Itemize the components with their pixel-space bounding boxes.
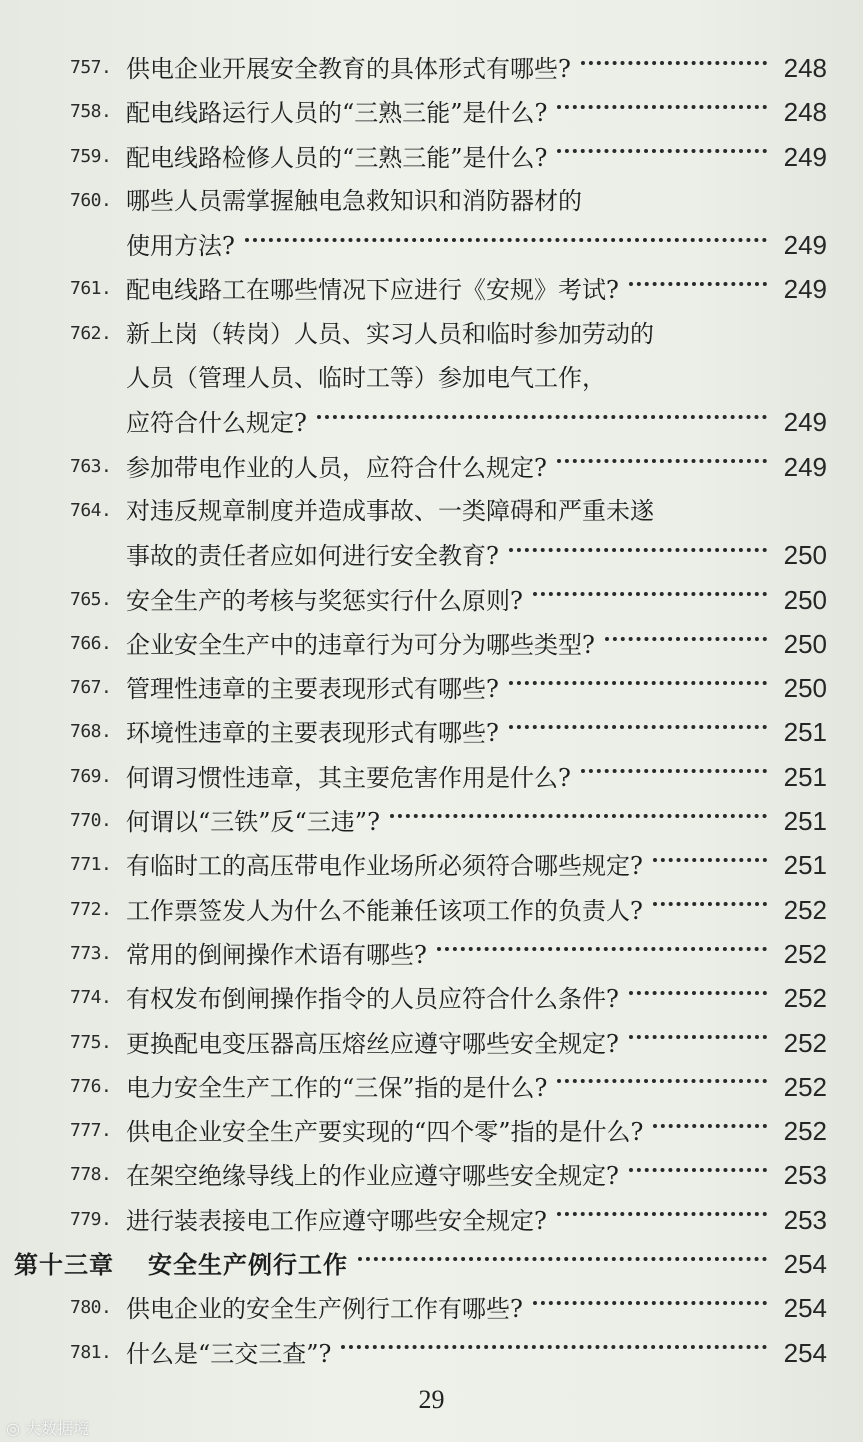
entry-title: 新上岗（转岗）人员、实习人员和临时参加劳动的 (126, 319, 654, 348)
chapter-title: 安全生产例行工作 (148, 1251, 348, 1280)
entry-page-number: 253 (783, 1160, 827, 1191)
toc-entry (0, 445, 863, 489)
entry-title-line (126, 710, 827, 755)
toc-entry (0, 888, 863, 932)
entry-title: 工作票签发人为什么不能兼任该项工作的负责人? (126, 896, 643, 925)
entry-title: 有临时工的高压带电作业场所必须符合哪些规定? (126, 852, 643, 881)
entry-title-line (126, 356, 827, 400)
entry-page-number: 250 (783, 584, 827, 615)
entry-title-line (126, 888, 827, 933)
entry-title: 企业安全生产中的违章行为可分为哪些类型? (126, 630, 595, 659)
entry-number: 774. (70, 987, 112, 1009)
toc-entry (0, 400, 863, 444)
toc-entry (0, 799, 863, 843)
entry-number: 776. (70, 1075, 112, 1097)
entry-title: 安全生产的考核与奖惩实行什么原则? (126, 586, 523, 615)
entry-title-line (126, 533, 827, 578)
entry-page-number: 253 (783, 1204, 827, 1235)
entry-title-line (126, 976, 827, 1021)
leader-dots (358, 1257, 767, 1261)
entry-title-line (126, 1153, 827, 1198)
entry-title-line (126, 932, 827, 977)
entry-number: 781. (70, 1341, 112, 1363)
leader-dots (629, 1168, 767, 1172)
entry-number: 771. (70, 854, 112, 876)
toc-entry (0, 1153, 863, 1197)
entry-title-line (126, 1021, 827, 1066)
entry-number: 758. (70, 101, 112, 123)
leader-dots (653, 1124, 767, 1128)
entry-page-number: 251 (783, 850, 827, 881)
entry-number: 757. (70, 57, 112, 78)
entry-title: 配电线路检修人员的“三熟三能”是什么? (126, 143, 548, 172)
toc-entry (0, 578, 863, 622)
entry-title: 对违反规章制度并造成事故、一类障碍和严重未遂 (126, 496, 654, 525)
entry-title-line (126, 622, 827, 667)
entry-page-number: 252 (783, 1071, 827, 1102)
entry-page-number: 254 (783, 1293, 827, 1324)
leader-dots (557, 105, 767, 109)
toc-entry (0, 135, 863, 179)
entry-number: 764. (70, 499, 112, 521)
toc-entry (0, 1286, 863, 1330)
entry-title-line (126, 400, 827, 445)
entry-number: 759. (70, 145, 112, 167)
toc-entry (0, 976, 863, 1020)
entry-title-line (126, 1331, 827, 1376)
entry-page-number: 250 (783, 540, 827, 571)
toc-entry (0, 267, 863, 311)
entry-title: 供电企业安全生产要实现的“四个零”指的是什么? (126, 1118, 644, 1147)
entry-title: 事故的责任者应如何进行安全教育? (126, 542, 499, 571)
watermark-logo: ◎ 大数据境 (6, 1419, 90, 1438)
watermark-text: 大数据境 (25, 1419, 90, 1438)
entry-title: 人员（管理人员、临时工等）参加电气工作， (126, 364, 606, 393)
leader-dots (509, 681, 767, 685)
entry-page-number: 252 (783, 938, 827, 969)
entry-number: 769. (70, 765, 112, 787)
entry-page-number: 251 (783, 761, 827, 792)
toc-entry (0, 1331, 863, 1375)
entry-number: 773. (70, 942, 112, 964)
chapter-number: 第十三章 (14, 1251, 114, 1280)
entry-number: 760. (70, 189, 112, 211)
leader-dots (317, 415, 767, 419)
entry-page-number: 249 (783, 274, 827, 305)
entry-title: 哪些人员需掌握触电急救知识和消防器材的 (126, 186, 582, 215)
entry-title: 更换配电变压器高压熔丝应遵守哪些安全规定? (126, 1029, 619, 1058)
leader-dots (533, 592, 767, 596)
entry-page-number: 250 (783, 628, 827, 659)
leader-dots (509, 725, 767, 729)
toc-entry (0, 1198, 863, 1242)
entry-title: 供电企业开展安全教育的具体形式有哪些? (126, 55, 571, 83)
leader-dots (605, 637, 767, 641)
entry-title-line (126, 578, 827, 623)
entry-page-number: 252 (783, 1116, 827, 1147)
entry-page-number: 252 (783, 1027, 827, 1058)
toc-entry (0, 46, 863, 90)
leader-dots (629, 1035, 767, 1039)
entry-number: 775. (70, 1031, 112, 1053)
entry-page-number: 249 (783, 451, 827, 482)
page-number: 29 (418, 1385, 445, 1414)
entry-page-number: 251 (783, 717, 827, 748)
entry-title: 参加带电作业的人员，应符合什么规定? (126, 453, 547, 482)
entry-title-line (126, 223, 827, 268)
entry-title-line (126, 666, 827, 711)
entry-page-number: 248 (783, 53, 827, 83)
entry-number: 765. (70, 588, 112, 610)
toc-entry (0, 1021, 863, 1065)
leader-dots (653, 902, 767, 906)
toc-entry (0, 312, 863, 356)
toc-entry (0, 932, 863, 976)
leader-dots (557, 1079, 767, 1083)
entry-page-number: 254 (783, 1337, 827, 1368)
entry-number: 780. (70, 1297, 112, 1319)
toc-entry (0, 533, 863, 577)
toc-entry (0, 755, 863, 799)
entry-number: 779. (70, 1208, 112, 1230)
entry-title-line (126, 46, 827, 91)
entry-title-line (126, 1286, 827, 1331)
entry-number: 777. (70, 1120, 112, 1142)
entry-title-line (14, 1242, 827, 1287)
entry-title: 使用方法? (126, 232, 235, 261)
toc-entry (0, 1065, 863, 1109)
leader-dots (509, 548, 767, 552)
entry-title: 何谓以“三铁”反“三违”? (126, 808, 380, 837)
leader-dots (341, 1345, 767, 1349)
leader-dots (390, 814, 767, 818)
toc-entry (0, 622, 863, 666)
leader-dots (245, 238, 767, 242)
leader-dots (653, 858, 767, 862)
leader-dots (437, 947, 767, 951)
entry-title: 有权发布倒闸操作指令的人员应符合什么条件? (126, 985, 619, 1014)
leader-dots (581, 769, 767, 773)
entry-number: 768. (70, 721, 112, 743)
entry-title-line (126, 90, 827, 135)
entry-page-number: 254 (783, 1249, 827, 1280)
entry-page-number: 249 (783, 407, 827, 438)
entry-page-number: 251 (783, 806, 827, 837)
toc-entry (0, 179, 863, 223)
entry-title-line (126, 445, 827, 490)
entry-number: 763. (70, 455, 112, 477)
entry-title-line (126, 843, 827, 888)
entry-title: 配电线路工在哪些情况下应进行《安规》考试? (126, 276, 619, 305)
entry-number: 767. (70, 677, 112, 699)
leader-dots (557, 459, 767, 463)
toc-entry (0, 90, 863, 134)
entry-title (14, 1243, 348, 1287)
leader-dots (533, 1301, 767, 1305)
entry-number: 778. (70, 1164, 112, 1186)
entry-title: 进行装表接电工作应遵守哪些安全规定? (126, 1206, 547, 1235)
entry-title: 什么是“三交三查”? (126, 1339, 332, 1368)
entry-page-number: 252 (783, 983, 827, 1014)
entry-number: 772. (70, 898, 112, 920)
entry-number: 761. (70, 278, 112, 300)
toc-entry (0, 843, 863, 887)
entry-number: 762. (70, 322, 112, 344)
entry-title-line (126, 267, 827, 312)
leader-dots (581, 61, 767, 65)
entry-title: 电力安全生产工作的“三保”指的是什么? (126, 1073, 548, 1102)
entry-title: 供电企业的安全生产例行工作有哪些? (126, 1295, 523, 1324)
entry-title: 应符合什么规定? (126, 409, 307, 438)
toc-entry (0, 356, 863, 400)
entry-title: 管理性违章的主要表现形式有哪些? (126, 675, 499, 704)
entry-title-line (126, 1198, 827, 1243)
leader-dots (629, 282, 767, 286)
leader-dots (557, 149, 767, 153)
chapter-heading (0, 1242, 863, 1286)
entry-page-number: 250 (783, 673, 827, 704)
table-of-contents (0, 46, 863, 1375)
entry-title: 常用的倒闸操作术语有哪些? (126, 940, 427, 969)
entry-page-number: 252 (783, 894, 827, 925)
entry-title-line (126, 755, 827, 800)
entry-title-line (126, 135, 827, 180)
entry-title-line (126, 1065, 827, 1110)
leader-dots (557, 1212, 767, 1216)
entry-title: 何谓习惯性违章，其主要危害作用是什么? (126, 763, 571, 792)
entry-title-line (126, 1109, 827, 1154)
entry-title: 配电线路运行人员的“三熟三能”是什么? (126, 99, 548, 128)
entry-title: 在架空绝缘导线上的作业应遵守哪些安全规定? (126, 1162, 619, 1191)
entry-page-number: 249 (783, 141, 827, 172)
toc-entry (0, 1109, 863, 1153)
entry-title: 环境性违章的主要表现形式有哪些? (126, 719, 499, 748)
leader-dots (629, 991, 767, 995)
entry-number: 770. (70, 810, 112, 832)
entry-number: 766. (70, 632, 112, 654)
toc-entry (0, 489, 863, 533)
entry-title-line (126, 799, 827, 844)
entry-title-line (126, 312, 827, 356)
entry-title-line (126, 489, 827, 533)
entry-title-line (126, 179, 827, 223)
toc-entry (0, 666, 863, 710)
entry-page-number: 249 (783, 230, 827, 261)
toc-entry (0, 223, 863, 267)
toc-entry (0, 710, 863, 754)
entry-page-number: 248 (783, 97, 827, 128)
